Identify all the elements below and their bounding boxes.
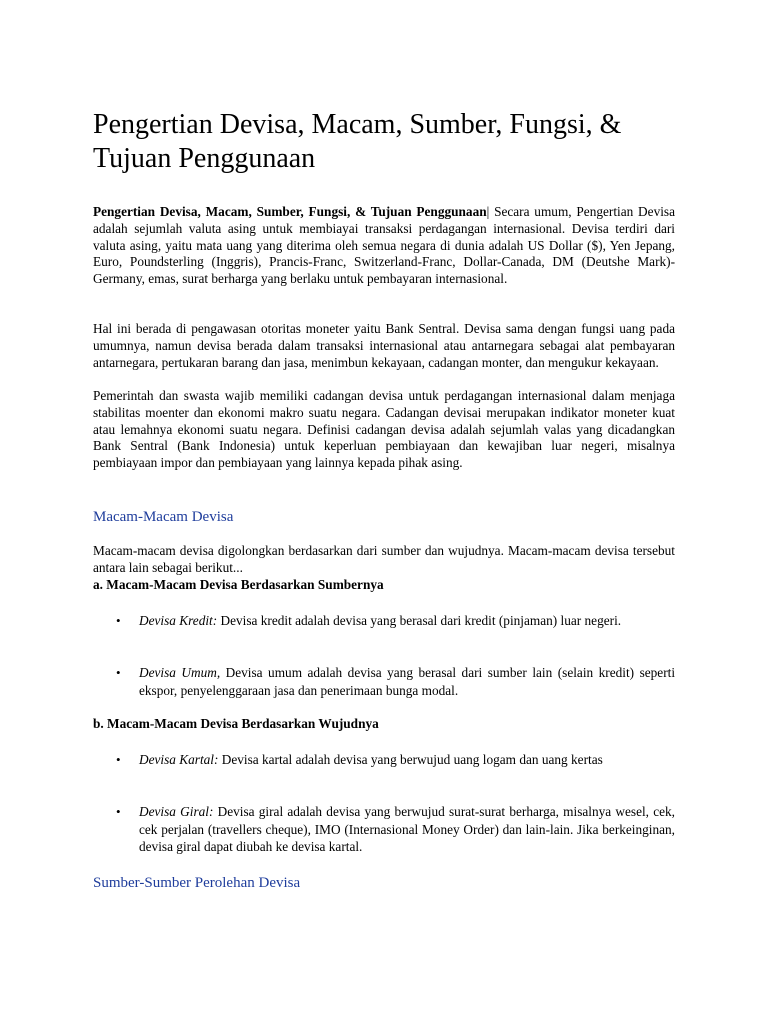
- desc-devisa-umum: Devisa umum adalah devisa yang berasal dari sumber lain (selain kredit) seperti ekspor, penyelenggaraan jasa dan penerimaan bunga modal.: [139, 665, 676, 698]
- bullet-icon: •: [116, 665, 121, 680]
- subheading-wujudnya: b. Macam-Macam Devisa Berdasarkan Wujudnya: [93, 716, 379, 731]
- paragraph-3: Pemerintah dan swasta wajib memiliki cadangan devisa untuk perdagangan internasional dalam menjaga stabilitas moenter dan ekonomi makro suatu negara. Cadangan devisai merupakan indikator moneter kuat atau lemahnya ekonomi suatu negara. Definisi cadangan devisa adalah sejumlah valas yang dicadangkan Bank Sentral (Bank Indonesia) untuk keperluan pembiayaan dan kewajiban luar negeri, misalnya pembiayaan impor dan pembiayaan yang lainnya kepada pihak asing.: [93, 388, 675, 471]
- term-devisa-kredit: Devisa Kredit:: [139, 613, 218, 628]
- list-item-devisa-kartal: [139, 751, 675, 769]
- list-item-devisa-kredit: [139, 612, 675, 630]
- desc-devisa-kartal: Devisa kartal adalah devisa yang berwujud uang logam dan uang kertas: [218, 752, 603, 767]
- term-devisa-umum: Devisa Umum,: [139, 665, 221, 680]
- term-devisa-kartal: Devisa Kartal:: [139, 752, 219, 767]
- bullet-icon: •: [116, 752, 121, 767]
- intro-paragraph: [93, 204, 675, 288]
- list-item-devisa-giral: [139, 803, 675, 856]
- page-title: Pengertian Devisa, Macam, Sumber, Fungsi, & Tujuan Penggunaan: [93, 109, 622, 174]
- desc-devisa-giral: Devisa giral adalah devisa yang berwujud surat-surat berharga, misalnya wesel, cek, cek perjalan (travellers cheque), IMO (Internasional Money Order) dan lain-lain. Jika berkeinginan, devisa giral dapat diubah ke devisa kartal.: [139, 804, 676, 854]
- intro-separator: |: [486, 204, 495, 219]
- intro-text: Secara umum, Pengertian Devisa adalah sejumlah valuta asing untuk membiayai transaksi perdagangan internasional. Devisa terdiri dari valuta asing, yaitu mata uang yang diterima oleh semua negara di dunia adalah US Dollar ($), Yen Jepang, Euro, Poundsterling (Inggris), Prancis-Franc, Switzerland-Franc, Dollar-Canada, DM (Deutshe Mark)- Germany, emas, surat berharga yang berlaku untuk pembayaran internasional.: [93, 204, 675, 287]
- list-item-devisa-umum: [139, 664, 675, 699]
- bullet-icon: •: [116, 804, 121, 819]
- macam-intro: Macam-macam devisa digolongkan berdasarkan dari sumber dan wujudnya. Macam-macam devisa tersebut antara lain sebagai berikut...: [93, 543, 675, 575]
- heading-macam-devisa: Macam-Macam Devisa: [93, 509, 234, 525]
- bullet-icon: •: [116, 613, 121, 628]
- paragraph-2: Hal ini berada di pengawasan otoritas moneter yaitu Bank Sentral. Devisa sama dengan fungsi uang pada umumnya, namun devisa berada dalam transaksi internasional atau antarnegara sebagai alat pembayaran antarnegara, pertukaran barang dan jasa, menimbun kekayaan, cadangan monter, dan mengukur kekayaan.: [93, 321, 675, 370]
- desc-devisa-kredit: Devisa kredit adalah devisa yang berasal dari kredit (pinjaman) luar negeri.: [217, 613, 622, 628]
- term-devisa-giral: Devisa Giral:: [139, 804, 214, 819]
- heading-sumber-devisa: Sumber-Sumber Perolehan Devisa: [93, 875, 301, 891]
- subheading-sumbernya: a. Macam-Macam Devisa Berdasarkan Sumbernya: [93, 577, 384, 592]
- intro-bold-lead: Pengertian Devisa, Macam, Sumber, Fungsi, & Tujuan Penggunaan: [93, 204, 487, 219]
